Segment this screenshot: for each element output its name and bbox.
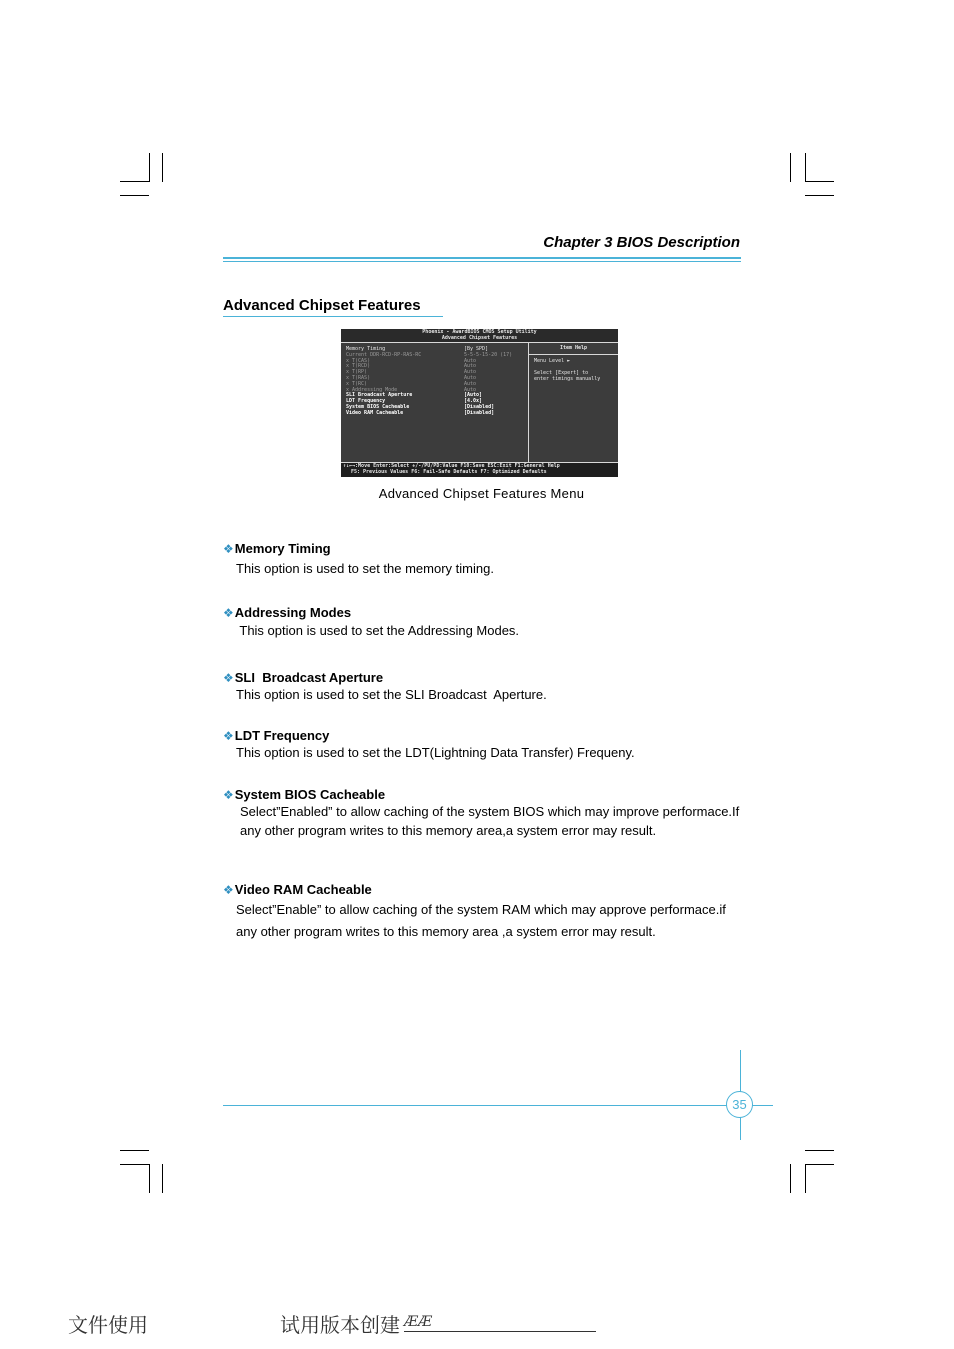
bios-option-name: x T(RAS) <box>346 374 371 381</box>
bios-option-name: x T(RCD) <box>346 363 371 370</box>
bios-footer-line: ↑↓←→:Move Enter:Select +/-/PU/PD:Value F10:Save ESC:Exit F1:General Help <box>343 463 560 469</box>
bios-option-name: LDT Frequency <box>346 398 386 404</box>
feature-description: This option is used to set the LDT(Lightning Data Transfer) Frequeny. <box>236 745 635 760</box>
feature-item <box>223 882 743 942</box>
bios-divider <box>528 342 529 462</box>
bios-option-value: [4.0x] <box>464 398 483 404</box>
bios-option-name: x T(RP) <box>346 369 368 375</box>
watermark-text: 文件使用 <box>68 1313 148 1337</box>
feature-title: Memory Timing <box>234 541 331 556</box>
feature-description: This option is used to set the Addressing Modes. <box>236 623 520 638</box>
bios-title: Phoenix - AwardBIOS CMOS Setup Utility <box>422 329 537 335</box>
bios-option-name: Video RAM Cacheable <box>346 409 404 416</box>
header-divider <box>223 261 741 262</box>
bios-screenshot <box>341 329 618 477</box>
bios-option-value: Auto <box>464 363 477 370</box>
bios-option-value: [Disabled] <box>464 403 495 410</box>
footer-divider <box>223 1105 773 1106</box>
bios-title-bar <box>341 329 618 342</box>
bios-subtitle: Advanced Chipset Features <box>441 335 518 341</box>
watermark-tag: ÆÆ <box>404 1314 433 1330</box>
bios-option-value: [Auto] <box>464 392 483 399</box>
bios-option-value: Auto <box>464 374 477 381</box>
bios-option-name: SLI Broadcast Aperture <box>346 392 413 399</box>
feature-description: Select”Enable” to allow caching of the system RAM which may approve performace.if any other program writes to this memory area ,a system error may result. <box>236 902 726 939</box>
chapter-header: Chapter 3 BIOS Description <box>543 234 740 251</box>
bios-option-name: x Addressing Mode <box>346 386 398 393</box>
feature-title: Video RAM Cacheable <box>234 882 372 897</box>
bios-help-title: Item Help <box>559 345 588 351</box>
bios-option-value: Auto <box>464 357 477 364</box>
page-number: 35 <box>726 1091 753 1118</box>
bios-help-line: enter timings manually <box>534 376 601 382</box>
bios-option-value: Auto <box>464 369 477 375</box>
diamond-bullet-icon: ❖ <box>223 787 234 802</box>
crop-mark <box>805 181 834 182</box>
bios-option-value: Auto <box>464 380 477 387</box>
watermark-underline <box>404 1331 596 1332</box>
bios-option-value: [By SPD] <box>464 346 489 352</box>
crop-mark <box>149 153 150 182</box>
feature-title: SLI Broadcast Aperture <box>234 670 384 685</box>
feature-title: Addressing Modes <box>234 605 352 620</box>
crop-mark <box>149 1164 150 1193</box>
crop-mark <box>790 153 791 182</box>
feature-title: System BIOS Cacheable <box>234 787 386 802</box>
crop-mark <box>162 153 163 182</box>
bios-option-name: Memory Timing <box>346 346 386 352</box>
crop-mark <box>120 1150 149 1151</box>
header-divider <box>223 257 741 259</box>
crop-mark <box>790 1164 791 1193</box>
crop-mark <box>805 153 806 182</box>
diamond-bullet-icon: ❖ <box>223 670 234 685</box>
feature-item <box>223 541 743 578</box>
bios-help-text <box>534 358 616 382</box>
bios-frame-line <box>341 342 618 343</box>
bios-option-name: x T(CAS) <box>346 357 371 364</box>
section-title: Advanced Chipset Features <box>223 297 421 314</box>
crop-mark <box>120 1164 149 1165</box>
bios-option-value: 5-5-5-15-20 (17) <box>464 351 513 358</box>
diamond-bullet-icon: ❖ <box>223 882 234 897</box>
feature-description: This option is used to set the memory timing. <box>236 561 494 576</box>
diamond-bullet-icon: ❖ <box>223 541 234 556</box>
bios-option-row <box>346 410 526 416</box>
bios-option-value: Auto <box>464 386 477 393</box>
crop-mark <box>805 1164 834 1165</box>
diamond-bullet-icon: ❖ <box>223 605 234 620</box>
feature-description: This option is used to set the SLI Broadcast Aperture. <box>236 687 547 702</box>
feature-item <box>223 728 743 762</box>
watermark-text: 试用版本创建 <box>280 1313 400 1337</box>
feature-description: Select”Enabled” to allow caching of the system BIOS which may improve performace.If any other program writes to this memory area,a system error may result. <box>240 804 740 838</box>
crop-mark <box>162 1164 163 1193</box>
bios-options-list <box>346 346 526 416</box>
bios-footer-line: F5: Previous Values F6: Fail-Safe Defaults F7: Optimized Defaults <box>351 469 547 475</box>
bios-divider <box>529 354 618 355</box>
feature-title: LDT Frequency <box>234 728 330 743</box>
crop-mark <box>805 1150 834 1151</box>
bios-option-name: Current DDR-RCD-RP-RAS-RC <box>346 351 422 358</box>
bios-option-name: System BIOS Cacheable <box>346 403 410 410</box>
crop-mark <box>805 1164 806 1193</box>
section-underline <box>223 316 443 317</box>
bios-help-line: Menu Level ► <box>534 358 571 364</box>
crop-mark <box>120 195 149 196</box>
crop-mark <box>120 181 149 182</box>
feature-item <box>223 787 743 840</box>
feature-item <box>223 605 743 640</box>
bios-option-value: [Disabled] <box>464 409 495 416</box>
bios-footer <box>341 462 618 477</box>
crop-mark <box>805 195 834 196</box>
diamond-bullet-icon: ❖ <box>223 728 234 743</box>
feature-item <box>223 670 743 704</box>
figure-caption: Advanced Chipset Features Menu <box>378 486 585 501</box>
bios-option-name: x T(RC) <box>346 380 368 387</box>
bios-help-line: Select [Expert] to <box>534 370 589 376</box>
